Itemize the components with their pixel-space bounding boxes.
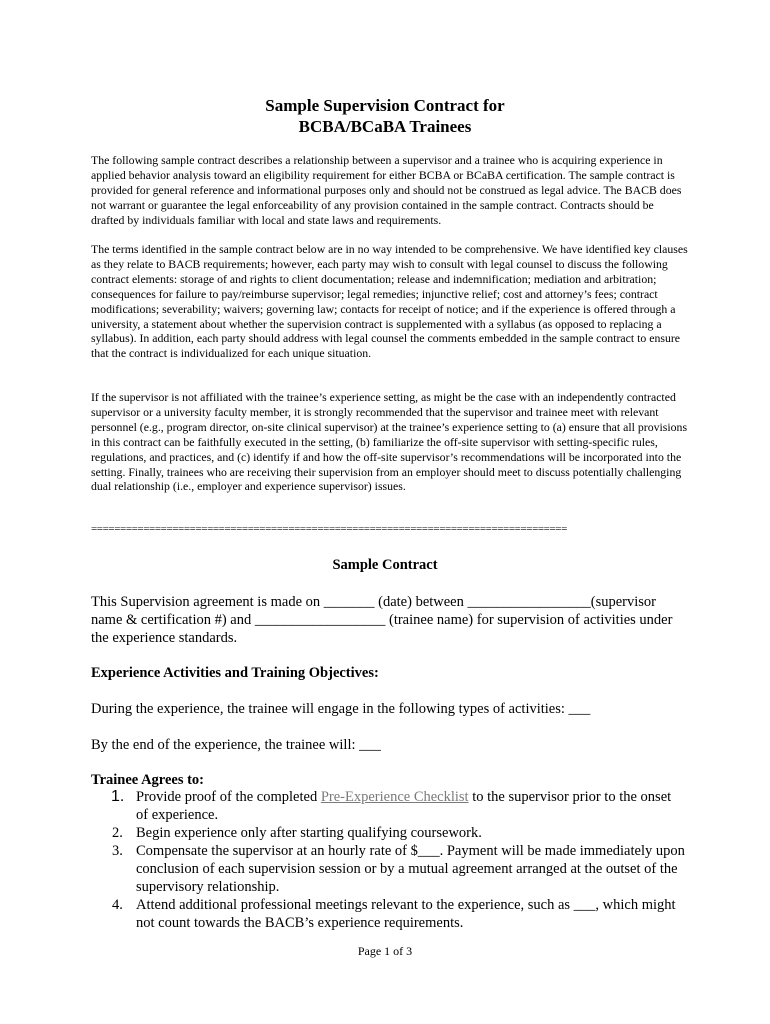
list-item-text: to the supervisor prior to the onset of experience.	[136, 789, 672, 823]
activities-text: During the experience, the trainee will engage in the following types of activities: ___	[91, 701, 591, 717]
list-item	[91, 896, 686, 932]
list-item-text: Provide proof of the completed	[136, 789, 321, 805]
list-number: 1.	[111, 788, 125, 805]
trainee-obligations-list	[91, 788, 686, 932]
list-item-text: Compensate the supervisor at an hourly rate of $___. Payment will be made immediately upon conclusion of each supervision session or by a mutual agreement arranged at the outset of the supervisory relationship.	[136, 843, 685, 895]
trainee-agrees-heading: Trainee Agrees to:	[91, 772, 205, 788]
intro-paragraph-3: If the supervisor is not affiliated with the trainee’s experience setting, as might be the case with an independently contracted supervisor or a university faculty member, it is strongly recommended that the supervisor and trainee meet with relevant personnel (e.g., program director, on-site clinical supervisor) at the trainee’s experience setting to (a) ensure that all provisions in this contract can be faithfully executed in the setting, (b) familiarize the off-site supervisor with setting-specific rules, regulations, and practices, and (c) identify if and how the off-site supervisor’s recommendations will be incorporated into the setting. Finally, trainees who are receiving their supervision from an employer should meet to discuss potentially challenging dual relationship (i.e., employer and experience supervisor) issues.	[91, 390, 688, 494]
pre-experience-checklist-link[interactable]: Pre-Experience Checklist	[320, 789, 469, 805]
intro-paragraph-1: The following sample contract describes a relationship between a supervisor and a trainee who is acquiring experience in applied behavior analysis toward an eligibility requirement for either BCBA or BCaBA certification. The sample contract is provided for general reference and informational purposes only and should not be construed as legal advice. The BACB does not warrant or guarantee the legal enforceability of any provision contained in the sample contract. Contracts should be drafted by individuals familiar with local and state laws and requirements.	[91, 153, 682, 227]
list-number: 2.	[112, 825, 123, 841]
title-line-1: Sample Supervision Contract for	[265, 96, 505, 115]
list-item	[91, 842, 686, 896]
list-item-text: Begin experience only after starting qualifying coursework.	[136, 825, 482, 841]
list-number: 4.	[112, 897, 123, 913]
agreement-paragraph: This Supervision agreement is made on _______ (date) between _________________(supervisor name & certification #) and __________________ (trainee name) for supervision of activities under the experience standards.	[91, 594, 673, 646]
page-number: Page 1 of 3	[357, 944, 413, 958]
contract-heading: Sample Contract	[332, 557, 438, 573]
section-divider: ==================================================================================	[91, 523, 567, 535]
activities-heading: Experience Activities and Training Objectives:	[91, 665, 379, 681]
title-line-2: BCBA/BCaBA Trainees	[298, 117, 472, 136]
intro-paragraph-2: The terms identified in the sample contract below are in no way intended to be comprehensive. We have identified key clauses as they relate to BACB requirements; however, each party may wish to consult with legal counsel to discuss the following contract elements: storage of and rights to client documentation; release and indemnification; mediation and arbitration; consequences for failure to pay/reimburse supervisor; legal remedies; injunctive relief; cost and attorney’s fees; contract modifications; severability; waivers; governing law; contacts for receipt of notice; and if the experience is offered through a university, a statement about whether the supervision contract is supplemented with a syllabus (as opposed to replacing a syllabus). In addition, each party should address with legal counsel the comments embedded in the sample contract to ensure that the contract is individualized for each unique situation.	[91, 242, 688, 361]
list-item	[91, 788, 686, 824]
list-number: 3.	[112, 843, 123, 859]
list-item-text: Attend additional professional meetings relevant to the experience, such as ___, which might not count towards the BACB’s experience requirements.	[136, 897, 676, 931]
end-goal-text: By the end of the experience, the trainee will: ___	[91, 737, 381, 753]
list-item	[91, 824, 686, 842]
document-title	[0, 95, 770, 137]
